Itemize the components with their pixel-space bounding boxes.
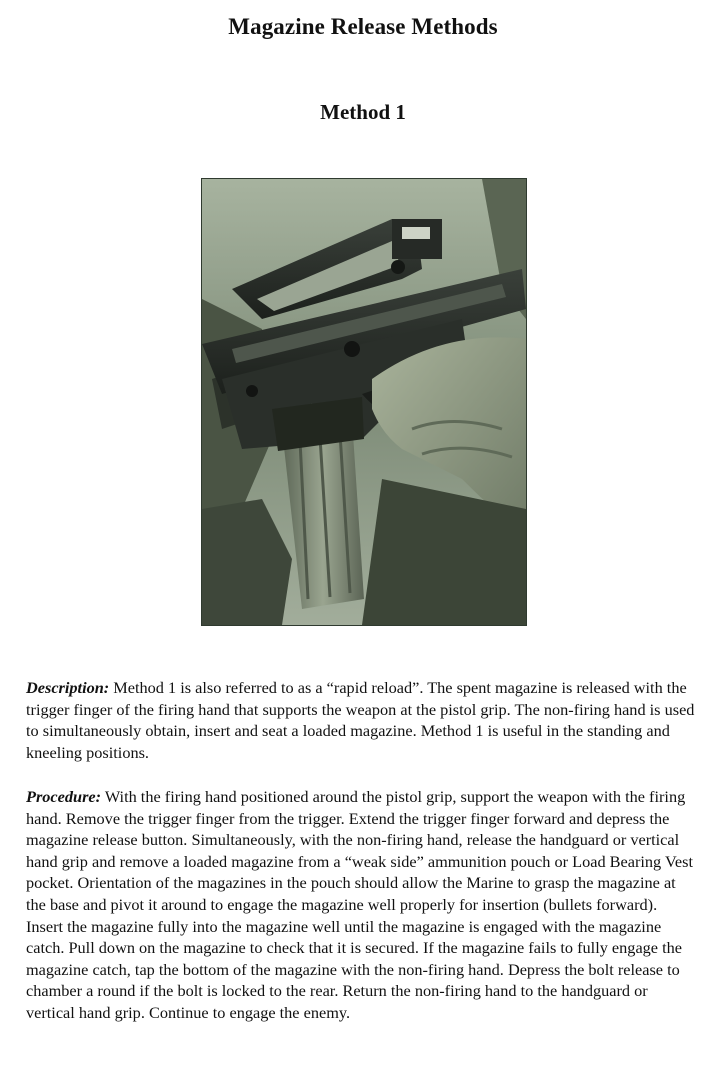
description-label: Description: xyxy=(26,678,110,697)
section-title: Method 1 xyxy=(320,100,406,124)
procedure-paragraph xyxy=(26,786,698,1024)
description-text: Method 1 is also referred to as a “rapid reload”. The spent magazine is released with the trigger finger of the firing hand that supports the weapon at the pistol grip. The non-firing hand is used to simultaneously obtain, insert and seat a loaded magazine. Method 1 is useful in the standing and kneeling positions. xyxy=(26,678,695,762)
description-paragraph xyxy=(26,677,698,763)
page-title: Magazine Release Methods xyxy=(228,14,498,39)
procedure-text: With the firing hand positioned around the pistol grip, support the weapon with the firing hand. Remove the trigger finger from the trigger. Extend the trigger finger forward and depress the magazine release button. Simultaneously, with the non-firing hand, release the handguard or vertical hand grip and remove a loaded magazine from a “weak side” ammunition pouch or Load Bearing Vest pocket. Orientation of the magazines in the pouch should allow the Marine to grasp the magazine at the base and pivot it around to engage the magazine well properly for insertion (bullets forward). Insert the magazine fully into the magazine well until the magazine is engaged with the magazine catch. Pull down on the magazine to check that it is secured. If the magazine fails to fully engage the magazine catch, tap the bottom of the magazine with the non-firing hand. Depress the bolt release to chamber a round if the bolt is locked to the rear. Return the non-firing hand to the handguard or vertical hand grip. Continue to engage the enemy. xyxy=(26,787,694,1022)
procedure-label: Procedure: xyxy=(26,787,102,806)
rifle-magazine-photo xyxy=(201,178,527,626)
